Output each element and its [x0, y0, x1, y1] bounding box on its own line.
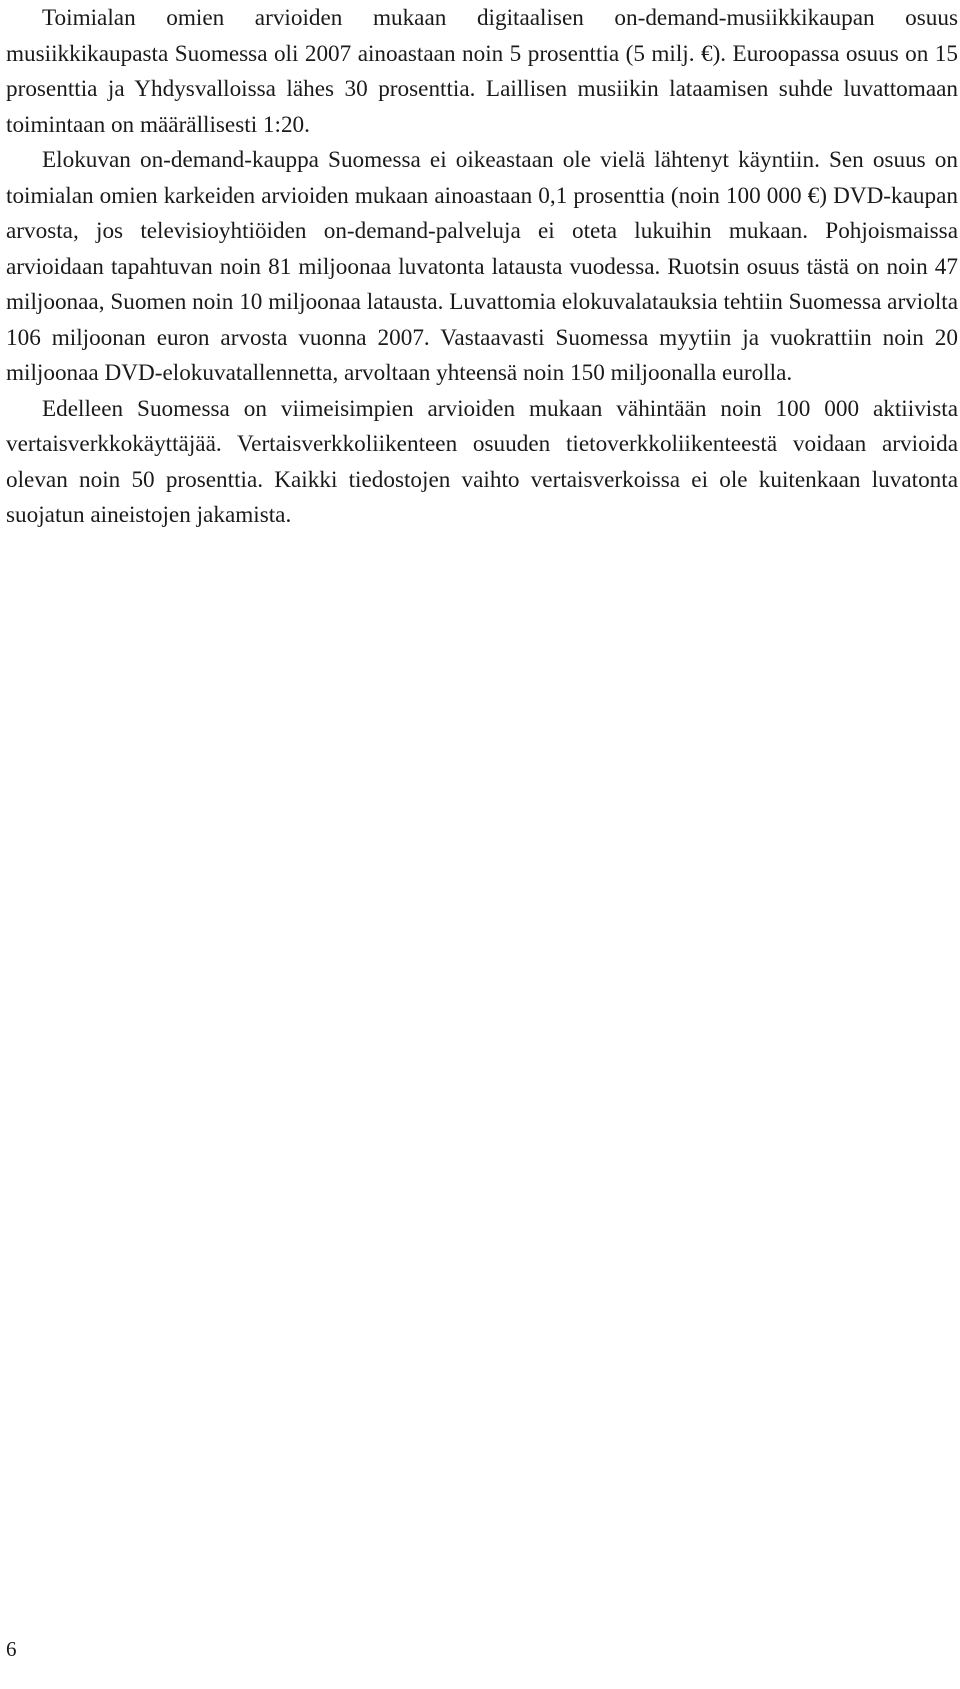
page-number: 6 — [6, 1637, 17, 1661]
paragraph-music-market: Toimialan omien arvioiden mukaan digitaalisen on-demand-musiikkikaupan osuus musiikkikaupasta Suomessa oli 2007 ainoastaan noin 5 prosenttia (5 milj. €). Euroopassa osuus on 15 prosenttia ja Yhdysvalloissa lähes 30 prosenttia. Laillisen musiikin lataamisen suhde luvattomaan toimintaan on määrällisesti 1:20. — [6, 5, 958, 138]
paragraph-peer-to-peer: Edelleen Suomessa on viimeisimpien arvioiden mukaan vähintään noin 100 000 aktiivista vertaisverkkokäyttäjää. Vertaisverkkoliikenteen osuuden tietoverkkoliikenteestä voidaan arvioida olevan noin 50 prosenttia. Kaikki tiedostojen vaihto vertaisverkoissa ei ole kuitenkaan luvatonta suojatun aineistojen jakamista. — [6, 395, 958, 528]
document-page — [6, 0, 958, 534]
paragraph-film-market: Elokuvan on-demand-kauppa Suomessa ei oikeastaan ole vielä lähtenyt käyntiin. Sen osuus on toimialan omien karkeiden arvioiden mukaan ainoastaan 0,1 prosenttia (noin 100 000 €) DVD-kaupan arvosta, jos televisioyhtiöiden on-demand-palveluja ei oteta lukuihin mukaan. Pohjoismaissa arvioidaan tapahtuvan noin 81 miljoonaa luvatonta latausta vuodessa. Ruotsin osuus tästä on noin 47 miljoonaa, Suomen noin 10 miljoonaa latausta. Luvattomia elokuvalatauksia tehtiin Suomessa arviolta 106 miljoonan euron arvosta vuonna 2007. Vastaavasti Suomessa myytiin ja vuokrattiin noin 20 miljoonaa DVD-elokuvatallennetta, arvoltaan yhteensä noin 150 miljoonalla eurolla. — [6, 147, 958, 386]
